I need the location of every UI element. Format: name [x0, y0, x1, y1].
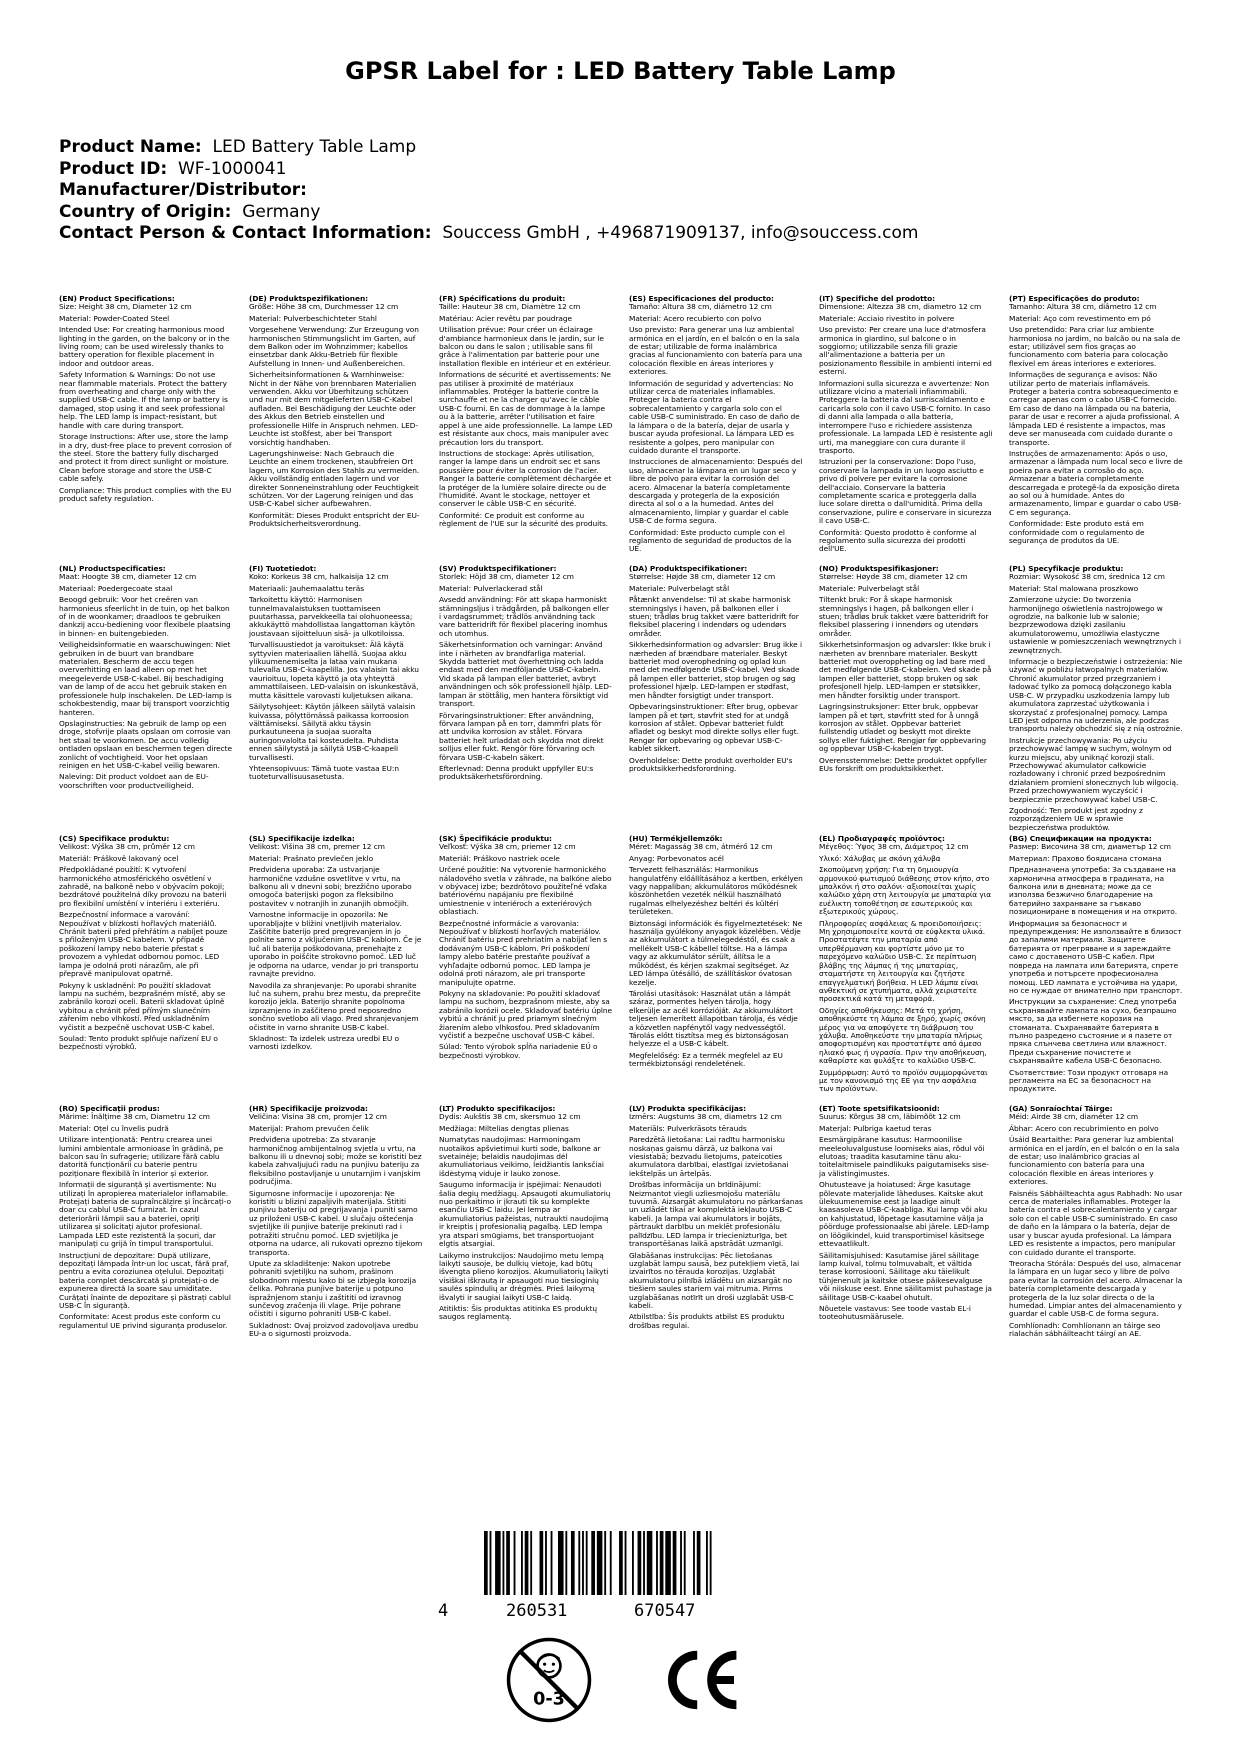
barcode-bar [514, 1531, 516, 1595]
barcode-bar [484, 1531, 488, 1595]
spec-paragraph: Anyag: Porbevonatos acél [629, 853, 724, 863]
spec-paragraph: Información de seguridad y advertencias: No utilizar cerca de materiales inflamables. Proteger la batería contra el sobrecalentamiento y cargarla solo con el cable USB-C suministrado. En caso de daño de la lámpara o de la batería, dejar de usarla y buscar ayuda profesional. La lámpara LED es resistente a golpes, pero manipular con cuidado durante el transporte. [629, 378, 800, 455]
spec-paragraph: Materiale: Acciaio rivestito in polvere [819, 313, 955, 323]
spec-paragraph: Materiál: Práškovo nastriek ocele [439, 853, 560, 863]
barcode-bar [506, 1531, 510, 1595]
spec-paragraph: Size: Height 38 cm, Diameter 12 cm [59, 302, 192, 312]
barcode-bar [551, 1531, 553, 1595]
spec-paragraph: Pokyny k uskladnění: Po použití skladovat lampu na suchém, bezprašném místě, aby se zabránilo korozi oceli. Baterii skladovat úplně vybitou a chránit před přímým slunečním zářením nebo vlhkostí. Před uskladněním vyčistit a bezpečně uschovat USB-C kabel. [59, 980, 226, 1032]
spec-paragraph: Biztonsági információk és figyelmeztetések: Ne használja gyúlékony anyagok közelében. Védje az akkumulátort a túlmelegedéstől, és csak a mellékelt USB-C kábellel töltse. Ha a lámpa vagy az akkumulátor sérült, állítsa le a működést, és kérjen szakmai segítséget. Az LED lámpa ütésálló, de szállításkor óvatosan kezelje. [629, 918, 803, 987]
barcode-bar [558, 1531, 564, 1595]
spec-paragraph: Veiligheidsinformatie en waarschuwingen: Niet gebruiken in de buurt van brandbare materialen. Bescherm de accu tegen oververhitting en laad alleen op met het meegeleverde USB-C-kabel. Bij beschadiging van de lamp of de accu het gebruik staken en professionele hulp inschakelen. De LED-lamp is schokbestendig, maar bij transport voorzichtig hanteren. [59, 640, 232, 717]
spec-paragraph: Rozmiar: Wysokość 38 cm, średnica 12 cm [1009, 572, 1165, 582]
ce-mark-icon [662, 1644, 742, 1716]
spec-paragraph: Matériau: Acier revêtu par poudrage [439, 313, 572, 323]
spec-paragraph: Tiltenkt bruk: For å skape harmonisk stemningslys i hagen, på balkongen eller i stuen; trådløs bruk takket være batteridrift for fleksibel plassering i innendørs og utendørs områder. [819, 595, 989, 638]
spec-paragraph: Istruzioni per la conservazione: Dopo l'uso, conservare la lampada in un luogo asciutto e privo di polvere per evitare la corrosione dell'acciaio. Conservare la batteria completamente scarica e proteggerla dalla luce solare diretta o dall'umidità. Prima della conservazione, pulire e conservare in sicurezza il cavo USB-C. [819, 457, 992, 526]
spec-section [819, 295, 993, 557]
spec-paragraph: Informações de segurança e avisos: Não utilizar perto de materiais inflamáveis. Proteger a bateria contra sobreaquecimento e carregar apenas com o cabo USB-C fornecido. Em caso de dano na lâmpada ou na bateria, parar de usar e recorrer a ajuda profissional. A lâmpada LED é resistente a impactos, mas deve ser manuseada com cuidado durante o transporte. [1009, 370, 1180, 447]
spec-section [1009, 565, 1183, 835]
spec-paragraph: Turvallisuustiedot ja varoitukset: Älä käytä syttyvien materiaalien lähellä. Suojaa akku ylikuumenemiselta ja lataa vain mukana tulevalla USB-C-kaapelilla. Jos valaisin tai akku vaurioituu, lopeta käyttö ja ota yhteyttä ammattilaiseen. LED-valaisin on iskunkestävä, mutta käsittele varovasti kuljetuksen aikana. [249, 640, 419, 700]
spec-paragraph: Tamanho: Altura 38 cm, diâmetro 12 cm [1009, 302, 1157, 312]
spec-paragraph: Säkerhetsinformation och varningar: Använd inte i närheten av brandfarliga material. Skydda batteriet mot överhettning och ladda endast med den medföljande USB-C-kabeln. Vid skada på lampan eller batteriet, avbryt användningen och sök professionell hjälp. LED-lampan är stöttålig, men hantera försiktigt vid transport. [439, 640, 612, 709]
barcode-bar [656, 1531, 658, 1595]
barcode-bar [525, 1531, 529, 1595]
spec-paragraph: Velikost: Višina 38 cm, premer 12 cm [249, 842, 385, 852]
spec-paragraph: Faisnéis Sábháilteachta agus Rabhadh: No usar cerca de materiales inflamables. Proteger la batería contra el sobrecalentamiento y cargar solo con el cable USB-C suministrado. En caso de daño en la lámpara o la batería, dejar de usar y buscar ayuda profesional. La lámpara LED es resistente a impactos, pero manipular con cuidado durante el transporte. [1009, 1188, 1183, 1257]
barcode-bar [530, 1531, 532, 1595]
spec-paragraph: Οδηγίες αποθήκευσης: Μετά τη χρήση, αποθηκεύστε τη λάμπα σε ξηρό, χωρίς σκόνη μέρος για να αποφύγετε τη διάβρωση του χάλυβα. Αποθηκεύστε την μπαταρία πλήρως αποφορτισμένη και προστατέψτε από άμεσο ηλιακό φως ή υγρασία. Πριν την αποθήκευση, καθαρίστε και φυλάξτε το καλώδιο USB-C. [819, 1005, 987, 1066]
spec-section-heading: (PT) Especificações do produto: [1009, 294, 1140, 303]
spec-paragraph: Utilizare intenționată: Pentru crearea unei lumini ambientale armonioase în grădină, pe balcon sau în sufragerie; utilizare fără cablu datorită funcționării cu baterie pentru poziționare flexibilă în interior și exterior. [59, 1135, 223, 1178]
spec-paragraph: Bezpečnostné informácie a varovania: Nepoužívať v blízkosti horľavých materiálov. Chrániť batériu pred prehriatím a nabíjať len s dodávaným USB-C káblom. Pri poškodení lampy alebo batérie prestaňte používať a vyhľadajte odbornú pomoc. LED lampa je odolná proti nárazom, ale pri transporte manipulujte opatrne. [439, 918, 608, 987]
spec-paragraph: Lagerungshinweise: Nach Gebrauch die Leuchte an einem trockenen, staubfreien Ort lagern, um Korrosion des Stahls zu vermeiden. Akku vollständig entladen lagern und vor direkter Sonneneinstrahlung oder Feuchtigkeit schützen. Vor der Lagerung reinigen und das USB-C-Kabel sicher aufbewahren. [249, 448, 420, 509]
spec-paragraph: Numatytas naudojimas: Harmoningam nuotaikos apšvietimui kurti sode, balkone ar svetainėje; belaidis naudojimas dėl akumuliatoriaus veikimo, leidžiantis lanksčiai išdėstymą viduje ir lauko zonose. [439, 1135, 604, 1178]
barcode-bar [673, 1531, 677, 1595]
spec-section [819, 835, 993, 1097]
barcode-bar [578, 1531, 580, 1595]
spec-paragraph: Förvaringsinstruktioner: Efter användning, förvara lampan på en torr, dammfri plats för att undvika korrosion av stålet. Förvara batteriet helt urladdat och skydda mot direkt solljus eller fukt. Rengör före förvaring och förvara USB-C-kabeln säkert. [439, 710, 604, 762]
spec-paragraph: Instrukcje przechowywania: Po użyciu przechowywać lampę w suchym, wolnym od kurzu miejscu, aby uniknąć korozji stali. Przechowywać akumulator całkowicie rozładowany i chronić przed bezpośrednim działaniem promieni słonecznych lub wilgocią. Przed przechowywaniem wyczyścić i bezpiecznie przechowywać kabel USB-C. [1009, 735, 1179, 804]
spec-section [439, 1105, 613, 1325]
barcode-bar [503, 1531, 505, 1595]
spec-section-heading: (SV) Produktspecifikationer: [439, 564, 557, 573]
spec-section-heading: (GA) Sonraíochtaí Táirge: [1009, 1104, 1113, 1113]
spec-paragraph: Soulad: Tento produkt splňuje nařízení EU o bezpečnosti výrobků. [59, 1033, 218, 1052]
spec-paragraph: Saugumo informacija ir įspėjimai: Nenaudoti šalia degių medžiagų. Apsaugoti akumuliatorių nuo perkaitimo ir įkrauti tik su komplekte esančiu USB-C laidu. Jei lempa ar akumuliatorius pažeistas, nutraukti naudojimą ir kreiptis į profesionalią pagalbą. LED lempa yra atspari smūgiams, bet transportuojant elgtis atsargiai. [439, 1180, 611, 1249]
spec-section-heading: (ET) Toote spetsifikatsioonid: [819, 1104, 940, 1113]
spec-section [59, 1105, 233, 1333]
spec-paragraph: Material: Aço com revestimento em pó [1009, 313, 1151, 323]
spec-paragraph: Avsedd användning: För att skapa harmoniskt stämningsljus i trädgården, på balkongen eller i vardagsrummet; trådlös användning tack vare batteridrift för flexibel placering inomhus och utomhus. [439, 595, 610, 638]
spec-paragraph: Skladnost: Ta izdelek ustreza uredbi EU o varnosti izdelkov. [249, 1033, 400, 1052]
spec-paragraph: Инструкции за съхранение: След употреба съхранявайте лампата на сухо, безпрашно място, за да избегнете корозия на стоманата. Съхранявайте батерията в пълно разредено състояние и я пазете от пряка слънчева светлина или влажност. Преди съхранение почистете и съхранявайте кабела USB-C безопасно. [1009, 997, 1177, 1066]
spec-paragraph: Předpokládané použití: K vytvoření harmonického atmosférického osvětlení v zahradě, na balkoně nebo v obývacím pokoji; bezdrátové použitelná díky provozu na baterii pro flexibilní umístění v interiéru i exteriéru. [59, 865, 227, 908]
spec-section-heading: (DE) Produktspezifikationen: [249, 294, 369, 303]
spec-paragraph: Naleving: Dit product voldoet aan de EU-voorschriften voor productveiligheid. [59, 772, 209, 790]
spec-section [629, 1105, 803, 1333]
spec-paragraph: Utilisation prévue: Pour créer un éclairage d'ambiance harmonieux dans le jardin, sur le balcon ou dans le salon ; utilisable sans fil grâce à l'alimentation par batterie pour une installation flexible en intérieur et en extérieur. [439, 325, 611, 368]
spec-paragraph: Materiaal: Poedergecoate staal [59, 583, 173, 593]
spec-section-heading: (EN) Product Specifications: [59, 294, 175, 303]
spec-paragraph: Maat: Hoogte 38 cm, diameter 12 cm [59, 572, 197, 582]
spec-paragraph: Материал: Прахово боядисана стомана [1009, 853, 1162, 863]
spec-section-heading: (EL) Προδιαγραφές προϊόντος: [819, 834, 945, 843]
spec-paragraph: Material: Acero recubierto con polvo [629, 313, 762, 323]
spec-section [439, 835, 613, 1063]
spec-paragraph: Material: Pulverbeschichteter Stahl [249, 313, 377, 323]
spec-section [1009, 295, 1183, 548]
spec-paragraph: Overensstemmelse: Dette produktet oppfyller EUs forskrift om produktsikkerhet. [819, 755, 987, 773]
info-product-id: Product ID: WF-1000041 [59, 158, 287, 179]
spec-paragraph: Medžiaga: Miltelias dengtas plienas [439, 1123, 569, 1133]
spec-section-heading: (HU) Termékjellemzők: [629, 834, 723, 843]
barcode-bar [697, 1531, 701, 1595]
spec-paragraph: Størrelse: Højde 38 cm, diameter 12 cm [629, 572, 776, 582]
barcode-bar [565, 1531, 567, 1595]
spec-paragraph: Sikkerhedsinformation og advarsler: Brug ikke i nærheden af brændbare materialer. Beskyt batteriet mod overophedning og oplad kun med det medfølgende USB-C-kabel. Ved skade på lampen eller batteriet, stop brugen og søg professionel hjælp. LED-lampen er stødfast, men håndter forsigtigt under transport. [629, 640, 802, 700]
spec-paragraph: Μέγεθος: Ύψος 38 cm, Διάμετρος 12 cm [819, 842, 969, 852]
spec-paragraph: Predvidena uporaba: Za ustvarjanje harmonične vzdušne osvetlitve v vrtu, na balkonu ali v dnevni sobi; brezžično uporabo omogoča baterijski pogon za fleksibilno postavitev v notranjih in zunanjih območjih. [249, 865, 412, 908]
spec-paragraph: Material: Oțel cu învelis pudră [59, 1123, 169, 1133]
product-info [59, 137, 918, 245]
spec-paragraph: Zamierzone użycie: Do tworzenia harmonijnego oświetlenia nastrojowego w ogrodzie, na balkonie lub w salonie; bezprzewodowa dzięki zasilaniu akumulatorowemu, umożliwia elastyczne ustawienie w pomieszczeniach wewnętrznych i zewnętrznych. [1009, 595, 1181, 655]
spec-section-heading: (DA) Produktspecifikationer: [629, 564, 748, 573]
spec-section-heading: (HR) Specifikacije proizvoda: [249, 1104, 368, 1113]
spec-paragraph: Ábhar: Acero con recubrimiento en polvo [1009, 1123, 1159, 1133]
barcode-bar [586, 1531, 588, 1595]
spec-paragraph: Izmērs: Augstums 38 cm, diametrs 12 cm [629, 1112, 782, 1122]
spec-paragraph: Efterlevnad: Denna produkt uppfyller EU:s produktsäkerhetsförordning. [439, 763, 594, 782]
spec-paragraph: Suurus: Kõrgus 38 cm, läbimõõt 12 cm [819, 1112, 961, 1122]
spec-section-heading: (SL) Specifikacije izdelka: [249, 834, 355, 843]
spec-paragraph: Beoogd gebruik: Voor het creëren van harmonieus sfeerlicht in de tuin, op het balkon of in de woonkamer; draadloos te gebruiken dankzij accu-bediening voor flexibele plaatsing in binnen- en buitengebieden. [59, 595, 231, 638]
spec-paragraph: Materijal: Prahom prevučen čelik [249, 1123, 369, 1133]
spec-section-heading: (LV) Produkta specifikācijas: [629, 1104, 747, 1113]
spec-paragraph: Säilytysohjeet: Käytön jälkeen säilytä valaisin kuivassa, pölyttömässä paikassa korroosion välttämiseksi. Säilytä akku täysin purkautuneena ja suojaa suoralta auringonvalolta tai kosteudelta. Puhdista ennen säilytystä ja säilytä USB-C-kaapeli turvallisesti. [249, 702, 416, 762]
spec-section-heading: (ES) Especificaciones del producto: [629, 294, 774, 303]
spec-paragraph: Materiál: Práškově lakovaný ocel [59, 853, 179, 863]
spec-paragraph: Uso previsto: Per creare una luce d'atmosfera armonica in giardino, sul balcone o in soggiorno; utilizzabile senza fili grazie all'alimentazione a batteria per un posizionamento flessibile in ambienti interni ed esterni. [819, 325, 992, 377]
spec-paragraph: Úsáid Beartaithe: Para generar luz ambiental armónica en el jardín, en el balcón o en la sala de estar; uso inalámbrico gracias al funcionamiento con batería para una colocación flexible en áreas interiores y exteriores. [1009, 1135, 1180, 1187]
spec-paragraph: Υλικό: Χάλυβας με σκόνη χάλυβα [819, 853, 941, 863]
spec-paragraph: Storlek: Höjd 38 cm, diameter 12 cm [439, 572, 574, 582]
spec-section [819, 1105, 993, 1325]
spec-paragraph: Materiale: Pulverbelagt stål [819, 583, 920, 593]
spec-paragraph: Koko: Korkeus 38 cm, halkaisija 12 cm [249, 572, 389, 582]
spec-paragraph: Συμμόρφωση: Αυτό το προϊόν συμμορφώνεται με τον κανονισμό της ΕΕ για την ασφάλεια των προϊόντων. [819, 1067, 988, 1094]
spec-paragraph: Intended Use: For creating harmonious mood lighting in the garden, on the balcony or in the living room; can be used wirelessly thanks to battery operation for flexible placement in indoor and outdoor areas. [59, 325, 230, 368]
spec-section [249, 835, 423, 1055]
barcode-bar [710, 1531, 712, 1595]
spec-paragraph: Určené použitie: Na vytvorenie harmonického náladového svetla v záhrade, na balkóne alebo v obývacej izbe; bezdrôtovo použiteľné vďaka batériovému napájaniu pre flexibilné umiestnenie v interiéroch a exteriérových oblastiach. [439, 865, 612, 917]
spec-paragraph: Ohutusteave ja hoiatused: Ärge kasutage põlevate materjalide läheduses. Kaitske akut ülekuumenemise eest ja laadige ainult kaasasoleva USB-C-kaabliga. Kui lamp või aku on kahjustatud, lõpetage kasutamine välja ja pöörduge professionaalse abi järele. LED-lamp on löögikindel, kuid transportimisel käsitsege ettevaatlikult. [819, 1180, 989, 1249]
spec-paragraph: Conformité: Ce produit est conforme au règlement de l'UE sur la sécurité des produits. [439, 510, 609, 529]
spec-section-heading: (NO) Produktspesifikasjoner: [819, 564, 939, 573]
info-manufacturer: Manufacturer/Distributor: [59, 180, 307, 200]
spec-paragraph: Velikost: Výška 38 cm, průměr 12 cm [59, 842, 195, 852]
spec-paragraph: Informations de sécurité et avertissements: Ne pas utiliser à proximité de matériaux inflammables. Protéger la batterie contre la surchauffe et ne la charger qu'avec le câble USB-C fourni. En cas de dommage à la lampe ou à la batterie, arrêter l'utilisation et faire appel à une aide professionnelle. La lampe LED est résistante aux chocs, mais manipuler avec précaution lors du transport. [439, 370, 613, 447]
barcode-bar [571, 1531, 575, 1595]
spec-section-heading: (NL) Productspecificaties: [59, 564, 166, 573]
spec-paragraph: Laikymo instrukcijos: Naudojimo metu lempą laikyti sausoje, be dulkių vietoje, kad būtų išvengta plieno korozijos. Akumuliatorių laikyti visiškai iškrautą ir apsaugoti nuo tiesioginių saulės spindulių ar drėgmės. Prieš laikymą išvalyti ir saugiai laikyti USB-C laidą. [439, 1250, 609, 1302]
barcode-bar [610, 1531, 612, 1595]
spec-section [439, 295, 613, 532]
spec-paragraph: Conformitate: Acest produs este conform cu regulamentul UE privind siguranța produselor. [59, 1312, 228, 1330]
barcode-bar [582, 1531, 584, 1595]
spec-section [629, 835, 803, 1072]
spec-paragraph: Material: Pulverlackerad stål [439, 583, 543, 593]
barcode-bar [597, 1531, 603, 1595]
page-title: GPSR Label for : LED Battery Table Lamp [345, 57, 896, 85]
spec-paragraph: Atitiktis: Šis produktas atitinka ES produktų saugos reglamentą. [439, 1303, 597, 1322]
spec-section [1009, 1105, 1183, 1342]
info-product-name: Product Name: LED Battery Table Lamp [59, 137, 417, 157]
barcode-bar [604, 1531, 606, 1595]
spec-paragraph: Instructions de stockage: Après utilisation, ranger la lampe dans un endroit sec et sans poussière pour éviter la corrosion de l'acier. Ranger la batterie complètement déchargée et la protéger de la lumière solaire directe ou de l'humidité. Avant le stockage, nettoyer et conserver le câble USB-C en sécurité. [439, 448, 612, 509]
spec-paragraph: Tervezett felhasználás: Harmonikus hangulatfény előállításához a kertben, erkélyen vagy nappaliban; akkumulátoros működésnek köszönhetően vezeték nélkül használható rugalmas elhelyezéshez beltéri és kültéri területeken. [629, 865, 803, 917]
barcode-bar [521, 1531, 523, 1595]
barcode-bar [625, 1531, 627, 1595]
barcode-bar [643, 1531, 645, 1595]
spec-paragraph: Material: Prašnato prevlečen jeklo [249, 853, 374, 863]
barcode-bar [660, 1531, 664, 1595]
spec-paragraph: Dydis: Aukštis 38 cm, skersmuo 12 cm [439, 1112, 581, 1122]
spec-paragraph: Materiāls: Pulverkrāsots tērauds [629, 1123, 747, 1133]
barcode-bar [680, 1531, 682, 1595]
spec-paragraph: Materjal: Pulbriga kaetud teras [819, 1123, 932, 1133]
spec-paragraph: Comhlíonadh: Comhlíonann an táirge seo rialachán sábháilteacht táirgí an AE. [1009, 1320, 1161, 1339]
spec-paragraph: Предназначена употреба: За създаване на хармонична атмосфера в градината, на балкона или в дневната; може да се използва безжично благодарение на батерийно захранване за гъвкаво позициониране в помещения и на открито. [1009, 865, 1178, 917]
age-warning-0-3-icon [505, 1636, 593, 1724]
spec-paragraph: Informacje o bezpieczeństwie i ostrzeżenia: Nie używać w pobliżu łatwopalnych materiałów. Chronić akumulator przed przegrzaniem i ładować tylko za pomocą dołączonego kabla USB-C. W przypadku uszkodzenia lampy lub akumulatora zaprzestać użytkowania i skorzystać z profesjonalnej pomocy. Lampa LED jest odporna na uderzenia, ale podczas transportu należy obchodzić się z nią ostrożnie. [1009, 657, 1183, 734]
spec-paragraph: Uso pretendido: Para criar luz ambiente harmoniosa no jardim, no balcão ou na sala de estar; utilizável sem fios graças ao funcionamento com bateria para colocação flexível em áreas interiores e exteriores. [1009, 325, 1181, 368]
spec-paragraph: Zgodność: Ten produkt jest zgodny z rozporządzeniem UE w sprawie bezpieczeństwa produktów. [1009, 805, 1143, 832]
spec-paragraph: Conformità: Questo prodotto è conforme al regolamento sulla sicurezza dei prodotti dell'UE. [819, 527, 977, 554]
spec-paragraph: Informazioni sulla sicurezza e avvertenze: Non utilizzare vicino a materiali infiammabili. Proteggere la batteria dal surriscaldamento e caricarla solo con il cavo USB-C fornito. In caso di danni alla lampada o alla batteria, interrompere l'uso e richiedere assistenza professionale. La lampada LED è resistente agli urti, ma maneggiare con cura durante il trasporto. [819, 378, 993, 455]
spec-section [1009, 835, 1183, 1097]
spec-paragraph: Compliance: This product complies with the EU product safety regulation. [59, 485, 232, 503]
spec-section-heading: (FR) Spécifications du produit: [439, 294, 566, 303]
spec-paragraph: Информация за безопасност и предупреждения: Не използвайте в близост до запалими материали. Защитете батерията от прегряване и я зареждайте само с доставеното USB-C кабел. При повреда на лампата или батерията, спрете употреба и потърсете професионална помощ. LED лампата е устойчива на удари, но се нуждае от внимателно при транспорт. [1009, 918, 1183, 995]
barcode-bar [495, 1531, 501, 1595]
spec-paragraph: Treoracha Stórála: Después del uso, almacenar la lámpara en un lugar seco y libre de polvo para evitar la corrosión del acero. Almacenar la batería completamente descargada y protegerla de la luz solar directa o de la humedad. Limpiar antes del almacenamiento y guardar el cable USB-C de forma segura. [1009, 1258, 1183, 1319]
spec-paragraph: Storage Instructions: After use, store the lamp in a dry, dust-free place to prevent corrosion of the steel. Store the battery fully discharged and protect it from direct sunlight or moisture. Clean before storage and store the USB-C cable safely. [59, 432, 232, 484]
spec-section-heading: (RO) Specificații produs: [59, 1104, 160, 1113]
spec-paragraph: Varnostne informacije in opozorila: Ne uporabljajte v bližini vnetljivih materialov. Zaščitite baterijo pred pregrevanjem in jo polnite samo z vključenim USB-C kablom. Če je luč ali baterija poškodovana, prenehajte z uporabo in poiščite strokovno pomoč. LED luč je odporna na udarce, vendar jo pri transportu ravnajte previdno. [249, 910, 422, 979]
spec-paragraph: Materiał: Stal malowana proszkowo [1009, 583, 1139, 593]
barcode-bars [478, 1531, 758, 1609]
spec-paragraph: Taille: Hauteur 38 cm, Diamètre 12 cm [439, 302, 581, 312]
spec-paragraph: Material: Powder-Coated Steel [59, 313, 170, 323]
spec-section [59, 295, 233, 506]
spec-section [629, 295, 803, 557]
spec-section [249, 1105, 423, 1342]
spec-paragraph: Tamaño: Altura 38 cm, diámetro 12 cm [629, 302, 772, 312]
spec-paragraph: Vorgesehene Verwendung: Zur Erzeugung von harmonischen Stimmungslicht im Garten, auf dem Balkon oder im Wohnzimmer; kabellos einsetzbar dank Akku-Betrieb für flexible Aufstellung in Innen- und Außenbereichen. [249, 325, 419, 368]
spec-paragraph: Tarkoitettu käyttö: Harmonisen tunnelmavalaistuksen tuottamiseen puutarhassa, parvekkeella tai olohuoneessa; akkukäyttö mahdollistaa langattoman käytön joustavaan sijoitteluun sisä- ja ulkotiloissa. [249, 595, 415, 638]
spec-paragraph: Materiaali: Jauhemaalattu teräs [249, 583, 365, 593]
spec-paragraph: Dimensione: Altezza 38 cm, diametro 12 cm [819, 302, 982, 312]
barcode-bar [545, 1531, 547, 1595]
spec-section-heading: (PL) Specyfikacje produktu: [1009, 564, 1124, 573]
spec-paragraph: Sukladnost: Ovaj proizvod zadovoljava uredbu EU-a o sigurnosti proizvoda. [249, 1320, 419, 1339]
barcode-left-digits: 260531 [506, 1601, 568, 1621]
spec-paragraph: Atbilstība: Šis produkts atbilst ES produktu drošības regulai. [629, 1312, 785, 1330]
spec-paragraph: Overholdelse: Dette produkt overholder EU's produktsikkerhedsforordning. [629, 755, 793, 773]
barcode-bar [632, 1531, 634, 1595]
spec-paragraph: Съответствие: Този продукт отговаря на регламента на ЕС за безопасност на продуктите. [1009, 1067, 1169, 1094]
info-contact: Contact Person & Contact Information: Souccess GmbH , +496871909137, info@souccess.com [59, 223, 919, 243]
spec-paragraph: Nõuetele vastavus: See toode vastab EL-i tooteohutusmäärusele. [819, 1303, 971, 1322]
spec-paragraph: Størrelse: Høyde 38 cm, diameter 12 cm [819, 572, 968, 582]
barcode-bar [638, 1531, 642, 1595]
spec-section-heading: (FI) Tuotetiedot: [249, 564, 317, 573]
barcode-bar [706, 1531, 708, 1595]
spec-section-heading: (BG) Спецификации на продукта: [1009, 834, 1152, 843]
spec-section-heading: (IT) Specifiche del prodotto: [819, 294, 936, 303]
barcode-bar [684, 1531, 686, 1595]
spec-paragraph: Påtænkt anvendelse: Til at skabe harmonisk stemningslys i haven, på balkonen eller i stuen; trådløs brug takket være batteridrift for fleksibel placering i indendørs og udendørs områder. [629, 595, 799, 638]
spec-paragraph: Tárolási utasítások: Használat után a lámpát száraz, pormentes helyen tárolja, hogy elkerülje az acél korrózióját. Az akkumulátort teljesen lemerített állapotban tárolja, és védje a közvetlen napfénytől vagy nedvességtől. Tárolás előtt tisztítsa meg és biztonságosan helyezze el a USB-C kábelt. [629, 988, 798, 1049]
spec-paragraph: Säilitamisjuhised: Kasutamise järel säilitage lamp kuival, tolmu tolmuvabalt, et vältida terase korrosiooni. Säilitage aku täielikult tühjenenult ja kaitske otsese päikesevalguse või niiskuse eest. Enne säilitamist puhastage ja säilitage USB-C-kaabel ohutult. [819, 1250, 992, 1302]
spec-paragraph: Veličina: Visina 38 cm, promjer 12 cm [249, 1112, 387, 1122]
spec-paragraph: Upute za skladištenje: Nakon upotrebe pohraniti svjetiljku na suhom, prašinom slobodnom mjestu kako bi se izbjegla korozija čelika. Pohrana punjive baterije u potpuno ispražnjenom stanju i zaštititi od izravnog sunčevog zračenja ili vlage. Prije pohrane očistiti i sigurno pohraniti USB-C kabel. [249, 1258, 417, 1319]
barcode-bar [540, 1531, 544, 1595]
spec-paragraph: Veľkosť: Výška 38 cm, priemer 12 cm [439, 842, 576, 852]
spec-section [439, 565, 613, 785]
spec-paragraph: Opslaginstructies: Na gebruik de lamp op een droge, stofvrije plaats opslaan om corrosie van het staal te voorkomen. De accu volledig ontladen opslaan en beschermen tegen directe zonlicht of vochtigheid. Voor het opslaan reinigen en het USB-C-kabel veilig bewaren. [59, 718, 233, 770]
spec-section [819, 565, 993, 776]
spec-section [249, 565, 423, 785]
spec-paragraph: Mărime: Înălțime 38 cm, Diametru 12 cm [59, 1112, 210, 1122]
barcode-bar [619, 1531, 623, 1595]
spec-paragraph: Sigurnosne informacije i upozorenja: Ne koristiti u blizini zapaljivih materijala. Štititi punjivu bateriju od pregrijavanja i puniti samo uz priloženi USB-C kabel. U slučaju oštećenja svjetiljke ili punjive baterije prekinuti rad i potražiti stručnu pomoć. LED svjetiljka je otporna na udarce, ali rukovati oprezno tijekom transporta. [249, 1188, 423, 1257]
svg-text:0-3: 0-3 [533, 1689, 565, 1710]
spec-paragraph: Sicherheitsinformationen & Warnhinweise: Nicht in der Nähe von brennbaren Materialien verwenden. Akku vor Überhitzung schützen und nur mit dem mitgelieferten USB-C-Kabel aufladen. Bei Beschädigung der Leuchte oder des Akkus den Betrieb einstellen und professionelle Hilfe in Anspruch nehmen. LED-Leuchte ist stoßfest, aber bei Transport vorsichtig handhaben. [249, 370, 419, 447]
barcode-bar [693, 1531, 695, 1595]
spec-section [249, 295, 423, 532]
spec-paragraph: Méret: Magasság 38 cm, átmérő 12 cm [629, 842, 773, 852]
spec-paragraph: Informații de siguranță și avertismente: Nu utilizați în apropierea materialelor inflamabile. Protejați bateria de supraîncălzire și încărcați-o doar cu cablul USB-C furnizat. În cazul deteriorării lămpii sau a bateriei, opriți utilizarea și solicitați ajutor profesional. Lampada LED este rezistentă la șocuri, dar manipulați cu grijă în timpul transportului. [59, 1180, 231, 1249]
spec-paragraph: Eesmärgipärane kasutus: Harmoonilise meeleoluvalgustuse loomiseks aias, rõdul või elutoas; traadita kasutamine tänu aku-toitelaitmisele paindlikuks paigutamiseks sise- ja välistingimustes. [819, 1135, 989, 1178]
spec-paragraph: Размер: Височина 38 cm, диаметър 12 cm [1009, 842, 1171, 852]
barcode-lead-digit: 4 [438, 1601, 449, 1621]
spec-paragraph: Größe: Höhe 38 cm, Durchmesser 12 cm [249, 302, 399, 312]
spec-section-heading: (LT) Produkto specifikacijos: [439, 1104, 556, 1113]
spec-paragraph: Paredzētā lietošana: Lai radītu harmonisku noskaņas gaismu dārzā, uz balkona vai viesistabā; bezvadu lietojums, pateicoties akumulatora darbībai, elastīgai izvietošanai iekštelpās un ārtelpās. [629, 1135, 789, 1178]
spec-paragraph: Yhteensopivuus: Tämä tuote vastaa EU:n tuoteturvallisuusasetusta. [249, 763, 399, 782]
spec-section-heading: (CS) Specifikace produktu: [59, 834, 170, 843]
spec-paragraph: Instruções de armazenamento: Após o uso, armazenar a lâmpada num local seco e livre de poeira para evitar a corrosão do aço. Armazenar a bateria completamente descarregada e protegê-la da exposição direta ao sol ou à humidade. Antes do armazenamento, limpar e guardar o cabo USB-C em segurança. [1009, 448, 1183, 517]
info-country: Country of Origin: Germany [59, 201, 321, 222]
spec-paragraph: Uso previsto: Para generar una luz ambiental armónica en el jardín, en el balcón o en la sala de estar; utilizable de forma inalámbrica gracias al funcionamiento con batería para una colocación flexible en áreas interiores y exteriores. [629, 325, 803, 377]
spec-paragraph: Safety Information & Warnings: Do not use near flammable materials. Protect the battery from overheating and charge only with the supplied USB-C cable. If the lamp or battery is damaged, stop using it and seek professional help. The LED lamp is impact-resistant, but handle with care during transport. [59, 370, 228, 430]
spec-paragraph: Konformität: Dieses Produkt entspricht der EU-Produktsicherheitsverordnung. [249, 510, 420, 529]
spec-paragraph: Materiale: Pulverbelagt stål [629, 583, 730, 593]
barcode [438, 1531, 798, 1621]
spec-paragraph: Instrucciones de almacenamiento: Después del uso, almacenar la lámpara en un lugar seco y libre de polvo para evitar la corrosión del acero. Almacenar la batería completamente descargada y protegerla de la exposición directa al sol o a la humedad. Antes del almacenamiento, limpiar y guardar el cable USB-C de forma segura. [629, 457, 803, 526]
spec-section [59, 565, 233, 793]
spec-paragraph: Opbevaringsinstruktioner: Efter brug, opbevar lampen på et tørt, støvfrit sted for at undgå korrosion af stålet. Opbevar batteriet fuldt afladet og beskyt mod direkte sollys eller fugt. Rengør før opbevaring og opbevar USB-C-kablet sikkert. [629, 702, 799, 754]
spec-section [59, 835, 233, 1055]
barcode-bar [490, 1531, 492, 1595]
spec-paragraph: Conformidad: Este producto cumple con el reglamento de seguridad de productos de la UE. [629, 527, 792, 554]
spec-paragraph: Pokyny na skladovanie: Po použití skladovať lampu na suchom, bezprašnom mieste, aby sa zabránilo korózii ocele. Skladovať batériu úplne vybitú a chrániť ju pred priamym slnečným žiarením alebo vlhkosťou. Pred skladovaním vyčistiť a bezpečne uschovať USB-C kábel. [439, 988, 612, 1040]
spec-paragraph: Drošības informācija un brīdinājumi: Neizmantot viegli uzliesmojošu materiālu tuvumā. Aizsargāt akumulatoru no pārkaršanas un uzlādēt tikai ar komplektā iekļauto USB-C kabeli. Ja lampa vai akumulators ir bojāts, pārtraukt darbību un meklēt profesionālu palīdzību. LED lampa ir triecienizturīga, bet transportēšanas laikā apstrādāt uzmanīgi. [629, 1180, 803, 1249]
spec-paragraph: Instrucțiuni de depozitare: După utilizare, depozitați lămpada într-un loc uscat, fără praf, pentru a evita coroziunea oțelului. Depozitați bateria complet descărcată și protejați-o de expunerea directă la soare sau umiditate. Curățați înainte de depozitare și păstrați cablul USB-C în siguranță. [59, 1250, 231, 1310]
spec-paragraph: Sikkerhetsinformasjon og advarsler: Ikke bruk i nærheten av brennbare materialer. Beskytt batteriet mot overoppheting og lad bare med det medfølgende USB-C-kabelen. Ved skade på lampen eller batteriet, stopp bruken og søk profesjonell hjelp. LED-lampen er støtsikker, men håndter forsiktig under transport. [819, 640, 992, 700]
spec-paragraph: Megfelelőség: Ez a termék megfelel az EU termékbiztonsági rendeletének. [629, 1050, 783, 1069]
spec-paragraph: Predviđena upotreba: Za stvaranje harmoničnog ambijentalnog svjetla u vrtu, na balkonu ili u dnevnoj sobi; može se koristiti bez kabela zahvaljujući radu na punjivu bateriju za fleksibilno postavljanje u unutarnjim i vanjskim područjima. [249, 1135, 422, 1187]
spec-paragraph: Súlad: Tento výrobok spĺňa nariadenie EÚ o bezpečnosti výrobkov. [439, 1042, 598, 1060]
spec-section-heading: (SK) Špecifikácie produktu: [439, 834, 552, 843]
spec-paragraph: Πληροφορίες ασφάλειας & προειδοποιήσεις: Μη χρησιμοποιείτε κοντά σε εύφλεκτα υλικά. Προστατέψτε την μπαταρία από υπερθέρμανση και φορτίστε μόνο με το παρεχόμενο καλώδιο USB-C. Σε περίπτωση βλάβης της λάμπας ή της μπαταρίας, σταματήστε τη λειτουργία και ζητήστε επαγγελματική βοήθεια. Η LED λάμπα είναι ανθεκτική σε χτυπήματα, αλλά χειριστείτε προσεκτικά κατά τη μεταφορά. [819, 918, 986, 1004]
spec-paragraph: Σκοπούμενη χρήση: Για τη δημιουργία αρμονικού φωτισμού διάθεσης στον κήπο, στο μπαλκόνι ή στο σαλόνι· αξιοποιείται χωρίς καλώδιο χάρη στη λειτουργία με μπαταρία για ευέλικτη τοποθέτηση σε εσωτερικούς και εξωτερικούς χώρους. [819, 865, 992, 917]
spec-section [629, 565, 803, 776]
barcode-right-digits: 670547 [634, 1601, 696, 1621]
spec-paragraph: Méid: Airde 38 cm, diaméter 12 cm [1009, 1112, 1139, 1122]
spec-paragraph: Conformidade: Este produto está em conformidade com o regulamento de segurança de produtos da UE. [1009, 519, 1145, 545]
spec-paragraph: Glabāšanas instrukcijas: Pēc lietošanas uzglabāt lampu sausā, bez putekļiem vietā, lai izvairītos no tērauda korozijas. Uzglabāt akumulatoru pilnībā izlādētu un aizsargāt no tiešiem saules stariem vai mitruma. Pirms uzglabāšanas notīrīt un droši uzglabāt USB-C kabeli. [629, 1250, 800, 1310]
spec-paragraph: Navodila za shranjevanje: Po uporabi shranite luč na suhem, prahu brez mestu, da preprečite korozijo jekla. Baterijo shranite popolnoma izpraznjeno in zaščiteno pred neposredno sončno svetlobo ali vlago. Pred shranjevanjem očistite in varno shranite USB-C kabel. [249, 980, 421, 1032]
barcode-bar [591, 1531, 595, 1595]
spec-paragraph: Bezpečnostní informace a varování: Nepoužívat v blízkosti hořlavých materiálů. Chránit baterii před přehřátím a nabíjet pouze s přiloženým USB-C kabelem. V případě poškození lampy nebo baterie přestat s provozem a vyhledat odbornou pomoc. LED lampa je odolná proti nárazům, ale při přepravě manipulovat opatrně. [59, 910, 228, 979]
spec-paragraph: Lagringsinstruksjoner: Etter bruk, oppbevar lampen på et tørt, støvfritt sted for å unngå korrosjon av stålet. Oppbevar batteriet fullstendig utladet og beskytt mot direkte sollys eller fuktighet. Rengjør før oppbevaring og oppbevar USB-C-kabelen trygt. [819, 702, 987, 754]
barcode-bar [647, 1531, 653, 1595]
barcode-bar [665, 1531, 671, 1595]
